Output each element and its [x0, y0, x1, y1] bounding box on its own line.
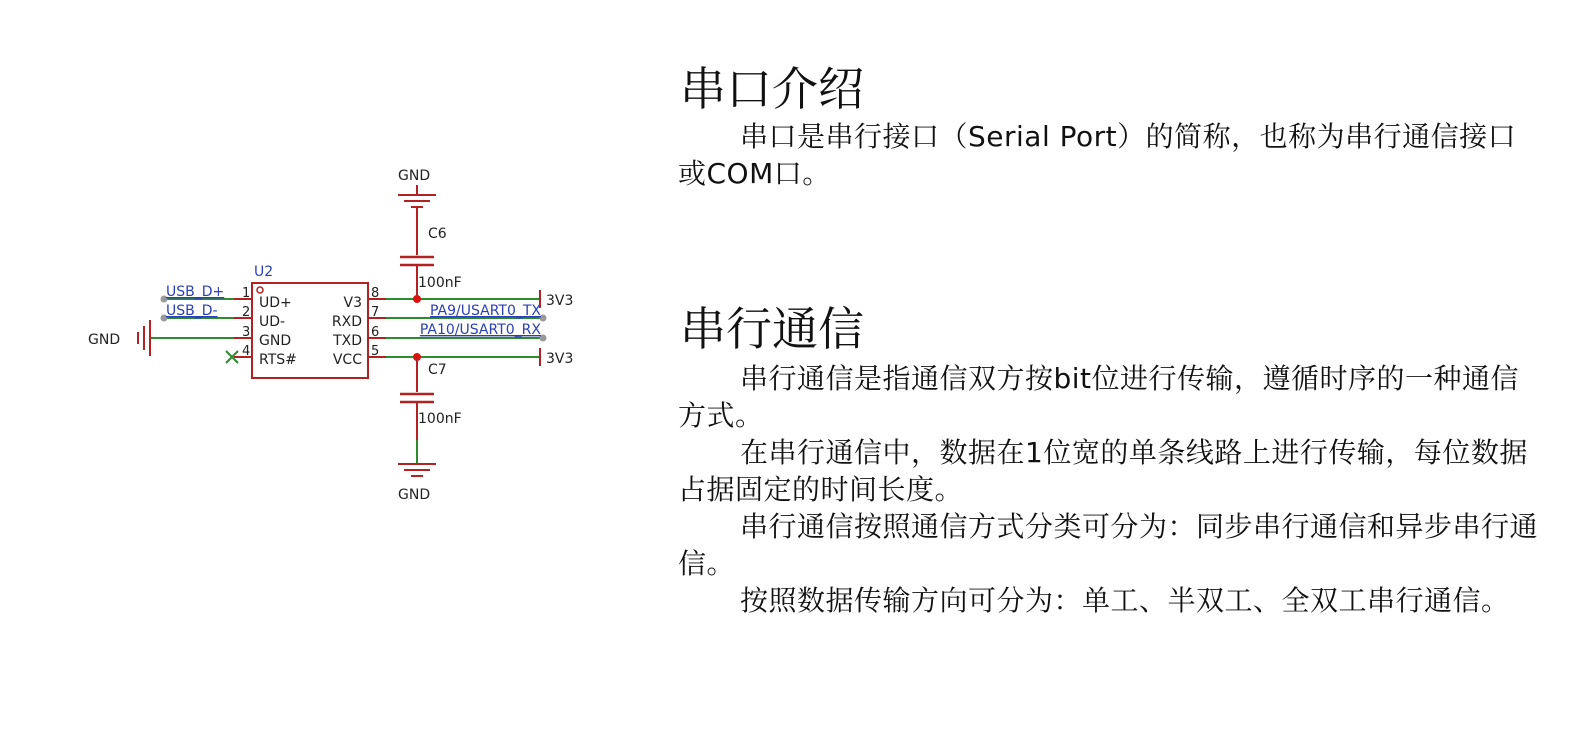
- pin-number: 6: [371, 325, 380, 340]
- section1-body: [678, 118, 1538, 192]
- net-label-usb-dp: USB_D+: [166, 284, 225, 300]
- gnd-symbol-bottom: [398, 464, 436, 476]
- pin-number: 1: [242, 286, 251, 301]
- pin-name: RXD: [331, 314, 362, 330]
- gnd-label-left: GND: [88, 332, 121, 348]
- chip-pin1-marker: [257, 287, 263, 293]
- pin-name: UD-: [259, 314, 286, 330]
- pin-name: UD+: [259, 295, 292, 311]
- pin-name: V3: [343, 295, 362, 311]
- section2-heading: 串行通信: [680, 302, 864, 356]
- section2-body: [678, 360, 1538, 619]
- pin-number: 4: [242, 344, 251, 359]
- section2-paragraph: 串行通信按照通信方式分类可分为：同步串行通信和异步串行通信。: [678, 510, 1539, 580]
- pin-number: 8: [371, 286, 380, 301]
- section2-paragraph: 串行通信是指通信双方按bit位进行传输，遵循时序的一种通信方式。: [678, 362, 1520, 432]
- pin-name: GND: [259, 333, 292, 349]
- cap-c7-ref: C7: [428, 362, 447, 378]
- power-label-bottom: 3V3: [546, 351, 574, 367]
- section2-paragraph: 在串行通信中，数据在1位宽的单条线路上进行传输，每位数据占据固定的时间长度。: [678, 436, 1528, 506]
- gnd-label-bottom: GND: [398, 487, 431, 503]
- pin-number: 2: [242, 305, 251, 320]
- cap-c6-ref: C6: [428, 226, 447, 242]
- gnd-label-top: GND: [398, 168, 431, 184]
- section1-heading: 串口介绍: [680, 62, 864, 116]
- power-label-top: 3V3: [546, 293, 574, 309]
- pin-name: VCC: [332, 352, 362, 368]
- usb-serial-schematic: [0, 0, 660, 730]
- section2-paragraph: 按照数据传输方向可分为：单工、半双工、全双工串行通信。: [740, 584, 1510, 617]
- cap-c6-value: 100nF: [418, 275, 462, 291]
- net-label-rx: PA10/USART0_RX: [419, 322, 541, 338]
- gnd-symbol-top: [398, 185, 436, 207]
- pin-name: TXD: [333, 333, 362, 349]
- junction-dot: [413, 295, 421, 303]
- gnd-symbol-left: [138, 320, 150, 356]
- net-label-usb-dm: USB_D-: [166, 303, 218, 319]
- cap-c7-value: 100nF: [418, 411, 462, 427]
- cap-c6: [400, 257, 434, 265]
- pin-number: 7: [371, 305, 380, 320]
- net-label-tx: PA9/USART0_TX: [429, 303, 541, 319]
- cap-c7: [400, 394, 434, 402]
- chip-ref: U2: [254, 264, 274, 280]
- section1-paragraph: 串口是串行接口（Serial Port）的简称，也称为串行通信接口或COM口。: [678, 120, 1517, 190]
- pin-number: 5: [371, 344, 380, 359]
- pin-name: RTS#: [259, 352, 297, 368]
- pin-number: 3: [242, 325, 251, 340]
